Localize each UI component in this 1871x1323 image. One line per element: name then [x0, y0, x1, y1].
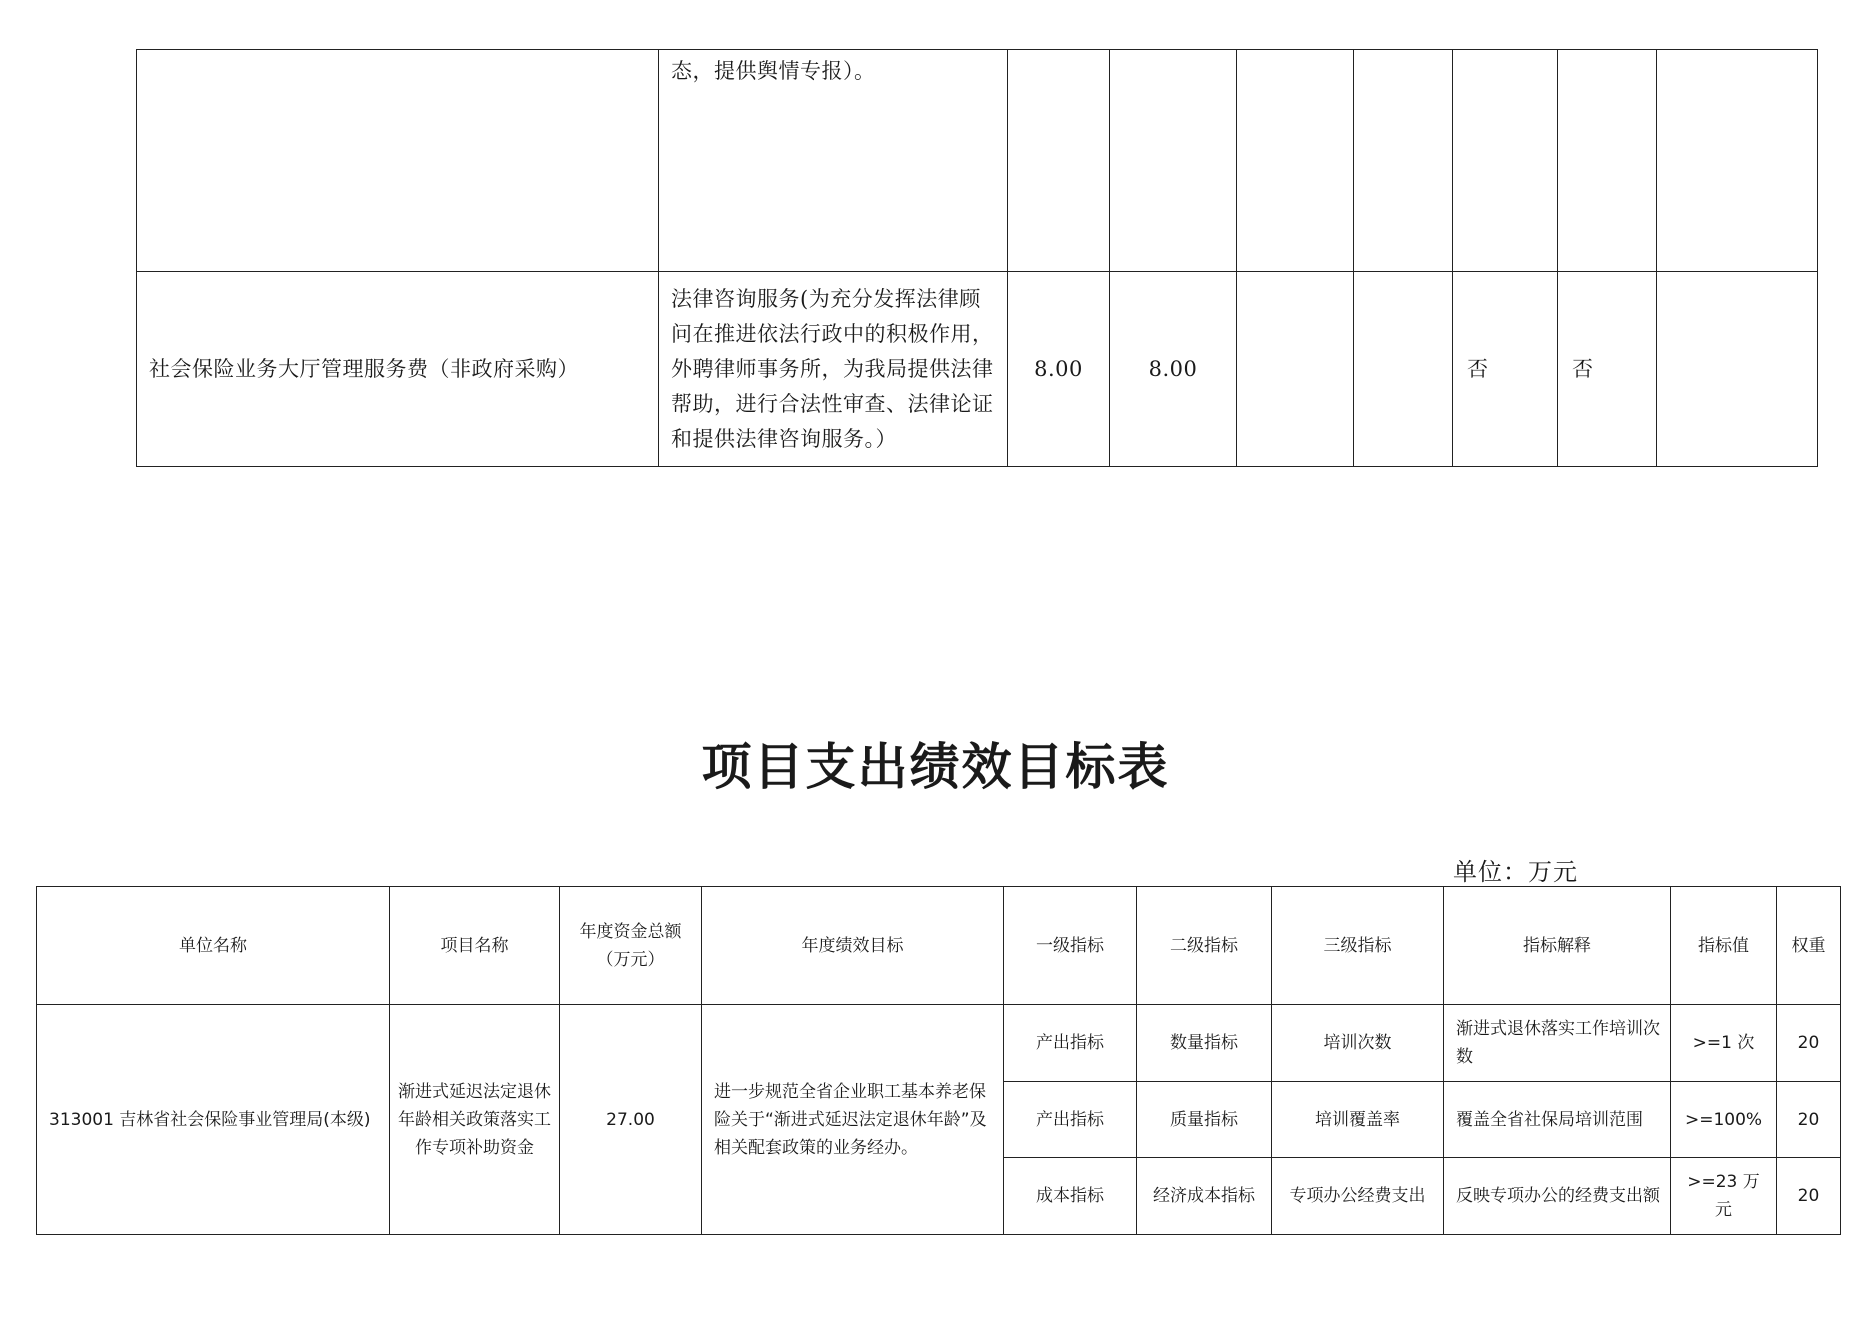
header-level1: 一级指标 — [1004, 887, 1137, 1005]
level3-cell: 培训覆盖率 — [1272, 1082, 1444, 1158]
content-cell: 态，提供舆情专报）。 — [659, 50, 1008, 272]
explanation-cell: 反映专项办公的经费支出额 — [1444, 1158, 1671, 1235]
page-title: 项目支出绩效目标表 — [701, 737, 1170, 796]
annual-total-cell: 27.00 — [560, 1005, 702, 1235]
empty-cell — [1657, 50, 1818, 272]
empty-cell — [1657, 272, 1818, 467]
level1-cell: 产出指标 — [1004, 1005, 1137, 1082]
header-row — [37, 887, 1841, 1005]
header-level2: 二级指标 — [1137, 887, 1272, 1005]
header-value: 指标值 — [1671, 887, 1777, 1005]
continuation-table — [136, 49, 1818, 467]
value-cell: >=100% — [1671, 1082, 1777, 1158]
item-name-cell: 社会保险业务大厅管理服务费（非政府采购） — [137, 272, 659, 467]
weight-cell: 20 — [1777, 1082, 1841, 1158]
unit-label: 单位：万元 — [1453, 858, 1578, 886]
weight-cell: 20 — [1777, 1158, 1841, 1235]
header-annual-goal: 年度绩效目标 — [702, 887, 1004, 1005]
empty-cell — [1558, 50, 1657, 272]
explanation-cell: 渐进式退休落实工作培训次数 — [1444, 1005, 1671, 1082]
header-level3: 三级指标 — [1272, 887, 1444, 1005]
content-cell: 法律咨询服务(为充分发挥法律顾问在推进依法行政中的积极作用，外聘律师事务所，为我局提供法律帮助，进行合法性审查、法律论证和提供法律咨询服务。） — [659, 272, 1008, 467]
empty-cell — [1237, 272, 1354, 467]
explanation-cell: 覆盖全省社保局培训范围 — [1444, 1082, 1671, 1158]
weight-cell: 20 — [1777, 1005, 1841, 1082]
amount-cell: 8.00 — [1008, 272, 1110, 467]
unit-name-cell: 313001 吉林省社会保险事业管理局(本级) — [37, 1005, 390, 1235]
level3-cell: 培训次数 — [1272, 1005, 1444, 1082]
table-row — [137, 272, 1818, 467]
level2-cell: 经济成本指标 — [1137, 1158, 1272, 1235]
empty-cell — [1008, 50, 1110, 272]
level1-cell: 成本指标 — [1004, 1158, 1137, 1235]
table-row — [37, 1005, 1841, 1082]
header-explanation: 指标解释 — [1444, 887, 1671, 1005]
value-cell: >=1 次 — [1671, 1005, 1777, 1082]
level1-cell: 产出指标 — [1004, 1082, 1137, 1158]
flag-cell: 否 — [1558, 272, 1657, 467]
empty-cell — [1354, 272, 1453, 467]
header-annual-total: 年度资金总额（万元） — [560, 887, 702, 1005]
level2-cell: 质量指标 — [1137, 1082, 1272, 1158]
value-cell: >=23 万元 — [1671, 1158, 1777, 1235]
project-name-cell: 渐进式延迟法定退休年龄相关政策落实工作专项补助资金 — [390, 1005, 560, 1235]
header-project-name: 项目名称 — [390, 887, 560, 1005]
header-weight: 权重 — [1777, 887, 1841, 1005]
level3-cell: 专项办公经费支出 — [1272, 1158, 1444, 1235]
empty-cell — [1110, 50, 1237, 272]
flag-cell: 否 — [1453, 272, 1558, 467]
empty-cell — [1453, 50, 1558, 272]
header-unit-name: 单位名称 — [37, 887, 390, 1005]
annual-goal-cell: 进一步规范全省企业职工基本养老保险关于“渐进式延迟法定退休年龄”及相关配套政策的业务经办。 — [702, 1005, 1004, 1235]
table-row — [137, 50, 1818, 272]
empty-cell — [1354, 50, 1453, 272]
amount-cell: 8.00 — [1110, 272, 1237, 467]
level2-cell: 数量指标 — [1137, 1005, 1272, 1082]
empty-cell — [1237, 50, 1354, 272]
performance-table — [36, 886, 1841, 1235]
item-name-cell — [137, 50, 659, 272]
